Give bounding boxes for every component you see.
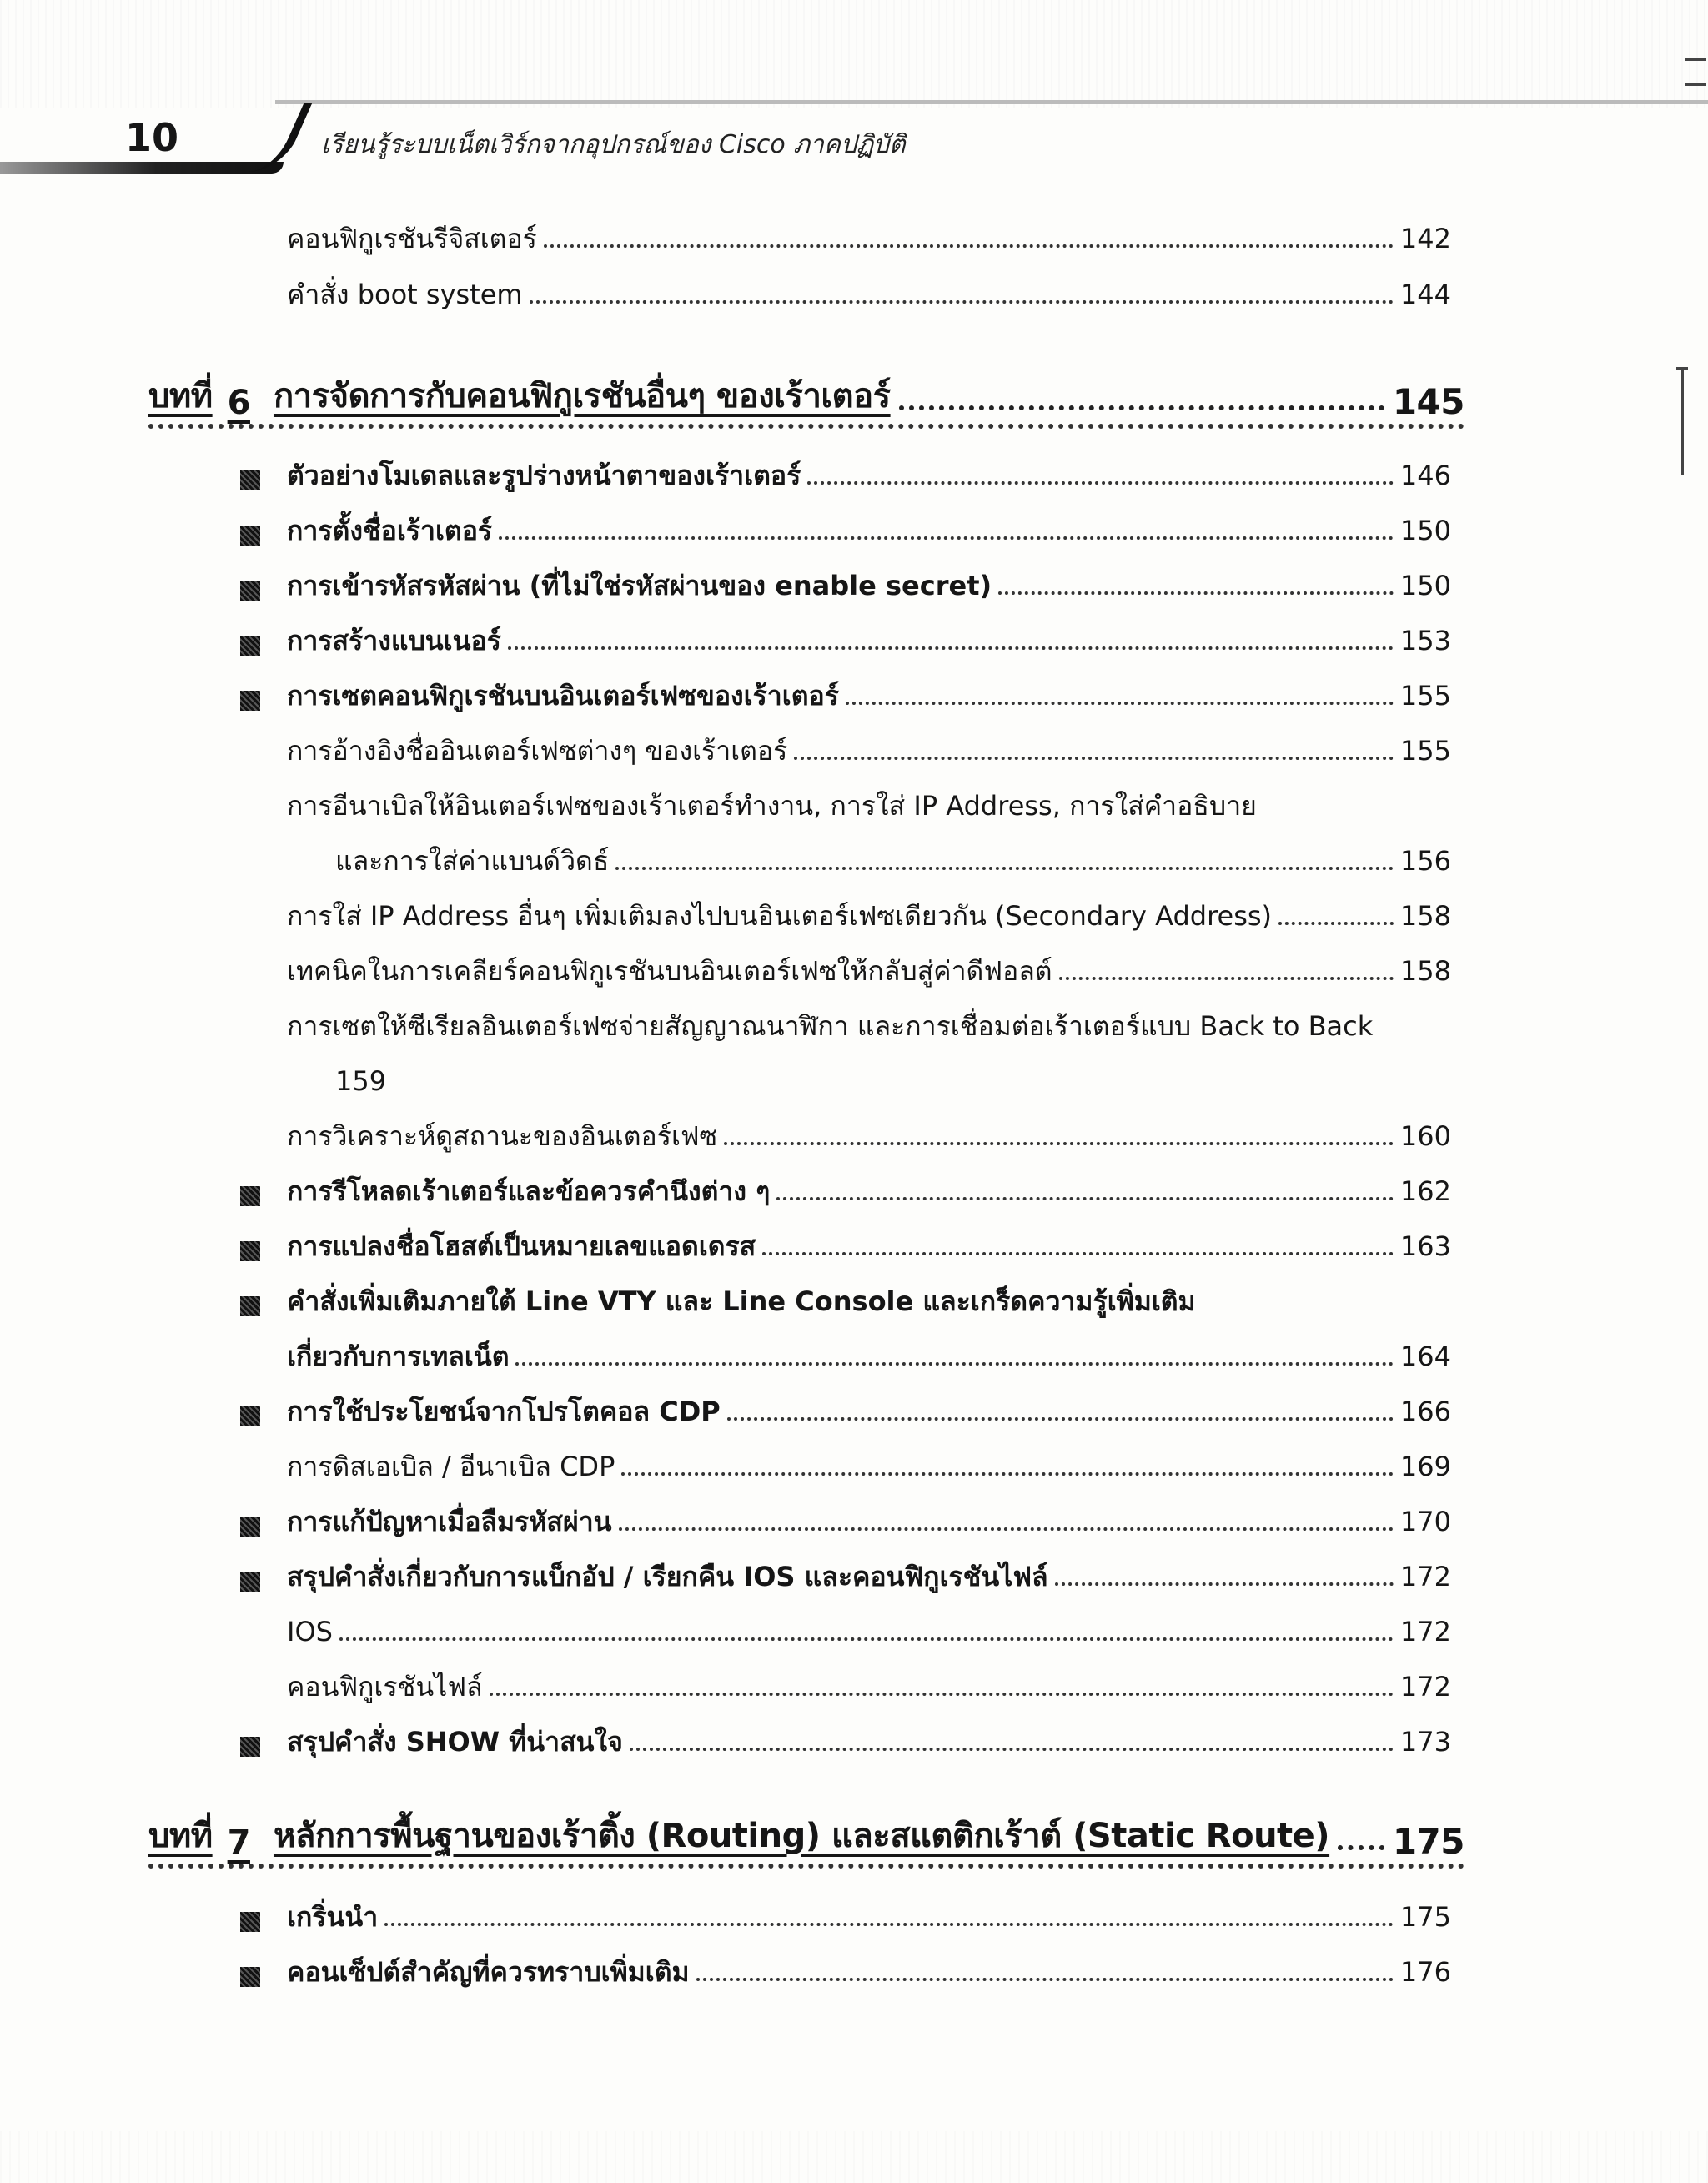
toc-entry[interactable] — [287, 1954, 1451, 1990]
leader-dots — [762, 1252, 1394, 1255]
toc-entry[interactable] — [287, 457, 1451, 494]
toc-entry-text: ตัวอย่างโมเดลและรูปร่างหน้าตาของเร้าเตอร์ — [287, 460, 801, 491]
toc-entry-page: 155 — [1399, 680, 1451, 712]
toc-subentry-line1[interactable]: การเซตให้ซีเรียลอินเตอร์เฟซจ่ายสัญญาณนาฬิกา และการเชื่อมต่อเร้าเตอร์แบบ Back to Back — [287, 1010, 1374, 1042]
square-bullet-icon — [240, 1967, 260, 1987]
toc-entry-text: การรีโหลดเร้าเตอร์และข้อควรคำนึงต่าง ๆ — [287, 1175, 771, 1207]
toc-subentry[interactable] — [287, 898, 1451, 934]
toc-entry[interactable] — [287, 1558, 1451, 1595]
toc-entry-text: การวิเคราะห์ดูสถานะของอินเตอร์เฟซ — [287, 1120, 718, 1152]
chapter-title: หลักการพื้นฐานของเร้าติ้ง (Routing) และสแตติกเร้าต์ (Static Route) — [273, 1817, 1330, 1855]
toc-entry[interactable] — [287, 1228, 1451, 1265]
toc-entry-text: การสร้างแบนเนอร์ — [287, 625, 501, 656]
toc-entry-text: คำสั่ง boot system — [287, 279, 523, 310]
scan-noise-bottom — [0, 2131, 1708, 2183]
leader-dots — [724, 1142, 1394, 1145]
toc-entry-page: 142 — [1399, 223, 1451, 254]
toc-subentry[interactable] — [335, 843, 1451, 879]
leader-dots — [499, 536, 1394, 540]
square-bullet-icon — [240, 1737, 260, 1757]
toc-subentry[interactable] — [287, 1118, 1451, 1154]
toc-entry-page: 158 — [1399, 900, 1451, 932]
toc-entry-page: 160 — [1399, 1120, 1451, 1152]
leader-dots — [508, 646, 1394, 650]
toc-entry-text: การเซตคอนฟิกูเรชันบนอินเตอร์เฟซของเร้าเตอร์ — [287, 680, 839, 712]
toc-entry-page: 170 — [1399, 1506, 1451, 1537]
square-bullet-icon — [240, 1296, 260, 1316]
toc-subentry[interactable] — [287, 1613, 1451, 1650]
square-bullet-icon — [240, 1241, 260, 1261]
toc-entry-page: 176 — [1399, 1956, 1451, 1988]
leader-dots — [384, 1923, 1394, 1926]
toc-entry[interactable] — [287, 567, 1451, 604]
leader-dots — [807, 481, 1394, 485]
toc-entry-text: การดิสเอเบิล / อีนาเบิล CDP — [287, 1451, 615, 1482]
toc-entry[interactable] — [287, 1338, 1451, 1375]
toc-entry[interactable] — [287, 1723, 1451, 1760]
chapter-number: 7 — [227, 1823, 250, 1862]
toc-entry-page: 162 — [1399, 1175, 1451, 1207]
toc-entry-text: การตั้งชื่อเร้าเตอร์ — [287, 515, 493, 546]
margin-mark — [1685, 83, 1706, 86]
toc-entry-page: 153 — [1399, 625, 1451, 656]
leader-dots — [490, 1693, 1394, 1696]
toc-entry-text: คอนเซ็ปต์สำคัญที่ควรทราบเพิ่มเติม — [287, 1956, 690, 1988]
square-bullet-icon — [240, 691, 260, 711]
toc-entry-text: เกี่ยวกับการเทลเน็ต — [287, 1340, 510, 1372]
toc-entry[interactable] — [287, 276, 1451, 313]
toc-entry-page: 150 — [1399, 570, 1451, 601]
toc-entry-text: การใส่ IP Address อื่นๆ เพิ่มเติมลงไปบนอินเตอร์เฟซเดียวกัน (Secondary Address) — [287, 900, 1273, 932]
leader-dots — [619, 1527, 1394, 1531]
toc-subentry[interactable] — [287, 953, 1451, 989]
toc-entry-page: 150 — [1399, 515, 1451, 546]
leader-dots — [1278, 922, 1394, 925]
toc-entry-text: การเข้ารหัสรหัสผ่าน (ที่ไม่ใช่รหัสผ่านของ enable secret) — [287, 570, 992, 601]
square-bullet-icon — [240, 1517, 260, 1537]
leader-dots — [515, 1362, 1393, 1366]
toc-entry-text: และการใส่ค่าแบนด์วิดธ์ — [335, 845, 610, 877]
toc-entry-text: เทคนิคในการเคลียร์คอนฟิกูเรชันบนอินเตอร์เฟซให้กลับสู่ค่าดีฟอลต์ — [287, 955, 1052, 987]
leader-dots — [1059, 977, 1394, 980]
toc-entry-text: สรุปคำสั่ง SHOW ที่น่าสนใจ — [287, 1726, 623, 1758]
leader-dots — [630, 1748, 1394, 1751]
toc-entry-page: 158 — [1399, 955, 1451, 987]
margin-mark — [1676, 367, 1688, 370]
leader-dots — [899, 405, 1384, 410]
header-swoosh-curve — [235, 103, 313, 172]
leader-dots — [621, 1472, 1394, 1476]
leader-dots — [998, 591, 1394, 595]
running-header-title: เรียนรู้ระบบเน็ตเวิร์กจากอุปกรณ์ของ Cisco ภาคปฏิบัติ — [321, 130, 906, 159]
chapter-page: 175 — [1392, 1821, 1464, 1862]
square-bullet-icon — [240, 1912, 260, 1932]
leader-dots — [615, 867, 1394, 870]
toc-entry-page: 172 — [1399, 1671, 1451, 1703]
toc-entry-page: 172 — [1399, 1561, 1451, 1592]
toc-entry-page: 164 — [1399, 1340, 1451, 1372]
toc-entry-page: 156 — [1399, 845, 1451, 877]
toc-entry-page: 173 — [1399, 1726, 1451, 1758]
chapter-label: บทที่ — [148, 1817, 213, 1855]
toc-subentry[interactable] — [287, 732, 1451, 769]
square-bullet-icon — [240, 1186, 260, 1206]
toc-entry-page: 144 — [1399, 279, 1451, 310]
leader-dots — [794, 757, 1394, 760]
chapter-7-heading[interactable] — [148, 1812, 1464, 1862]
square-bullet-icon — [240, 526, 260, 546]
leader-dots — [339, 1637, 1394, 1641]
toc-entry[interactable] — [287, 220, 1451, 257]
leader-dots — [544, 244, 1394, 248]
toc-entry-page: 146 — [1399, 460, 1451, 491]
toc-entry-text: คอนฟิกูเรชันรีจิสเตอร์ — [287, 223, 537, 254]
chapter-label: บทที่ — [148, 377, 213, 415]
toc-entry-text: สรุปคำสั่งเกี่ยวกับการแบ็กอัป / เรียกคืน IOS และคอนฟิกูเรชันไฟล์ — [287, 1561, 1048, 1592]
chapter-6-heading[interactable] — [148, 372, 1464, 422]
margin-mark — [1681, 367, 1684, 475]
toc-subentry[interactable] — [287, 1668, 1451, 1705]
toc-entry[interactable] — [287, 1393, 1451, 1430]
toc-entry-page: 155 — [1399, 735, 1451, 767]
toc-entry[interactable] — [287, 677, 1451, 714]
leader-dots — [530, 300, 1394, 304]
leader-dots — [776, 1197, 1394, 1200]
square-bullet-icon — [240, 1406, 260, 1426]
square-bullet-icon — [240, 581, 260, 601]
square-bullet-icon — [240, 1572, 260, 1592]
chapter-6-underline-dots — [148, 424, 1464, 429]
leader-dots — [696, 1978, 1394, 1981]
leader-dots — [727, 1417, 1394, 1421]
chapter-title: การจัดการกับคอนฟิกูเรชันอื่นๆ ของเร้าเตอร์ — [273, 377, 891, 415]
toc-entry-text: การใช้ประโยชน์จากโปรโตคอล CDP — [287, 1396, 721, 1427]
toc-entry-page: 166 — [1399, 1396, 1451, 1427]
toc-subentry-page[interactable]: 159 — [335, 1065, 387, 1097]
toc-entry[interactable] — [287, 622, 1451, 659]
toc-entry[interactable] — [287, 1503, 1451, 1540]
toc-entry-text: การอ้างอิงชื่ออินเตอร์เฟซต่างๆ ของเร้าเตอร์ — [287, 735, 788, 767]
leader-dots — [1338, 1845, 1384, 1850]
square-bullet-icon — [240, 470, 260, 490]
toc-entry-page: 163 — [1399, 1230, 1451, 1262]
toc-entry-line1[interactable]: คำสั่งเพิ่มเติมภายใต้ Line VTY และ Line Console และเกร็ดความรู้เพิ่มเติม — [287, 1285, 1196, 1317]
toc-entry-text: IOS — [287, 1616, 333, 1647]
margin-mark — [1685, 58, 1706, 61]
leader-dots — [846, 702, 1394, 705]
square-bullet-icon — [240, 636, 260, 656]
toc-subentry[interactable] — [287, 1448, 1451, 1485]
chapter-7-underline-dots — [148, 1864, 1464, 1869]
toc-entry[interactable] — [287, 1173, 1451, 1210]
toc-entry-page: 175 — [1399, 1901, 1451, 1933]
toc-entry[interactable] — [287, 512, 1451, 549]
toc-entry-page: 172 — [1399, 1616, 1451, 1647]
chapter-number: 6 — [227, 384, 250, 422]
toc-entry-page: 169 — [1399, 1451, 1451, 1482]
toc-entry-text: เกริ่นนำ — [287, 1901, 379, 1933]
toc-entry[interactable] — [287, 1899, 1451, 1935]
toc-subentry-line1[interactable]: การอีนาเบิลให้อินเตอร์เฟซของเร้าเตอร์ทำงาน, การใส่ IP Address, การใส่คำอธิบาย — [287, 790, 1257, 822]
chapter-page: 145 — [1392, 381, 1464, 422]
leader-dots — [1055, 1582, 1394, 1586]
toc-entry-text: คอนฟิกูเรชันไฟล์ — [287, 1671, 483, 1703]
toc-entry-text: การแปลงชื่อโฮสต์เป็นหมายเลขแอดเดรส — [287, 1230, 756, 1262]
toc-entry-text: การแก้ปัญหาเมื่อลืมรหัสผ่าน — [287, 1506, 612, 1537]
page-number: 10 — [125, 115, 179, 160]
scan-noise-top — [0, 0, 1708, 108]
header-rule — [275, 100, 1708, 104]
